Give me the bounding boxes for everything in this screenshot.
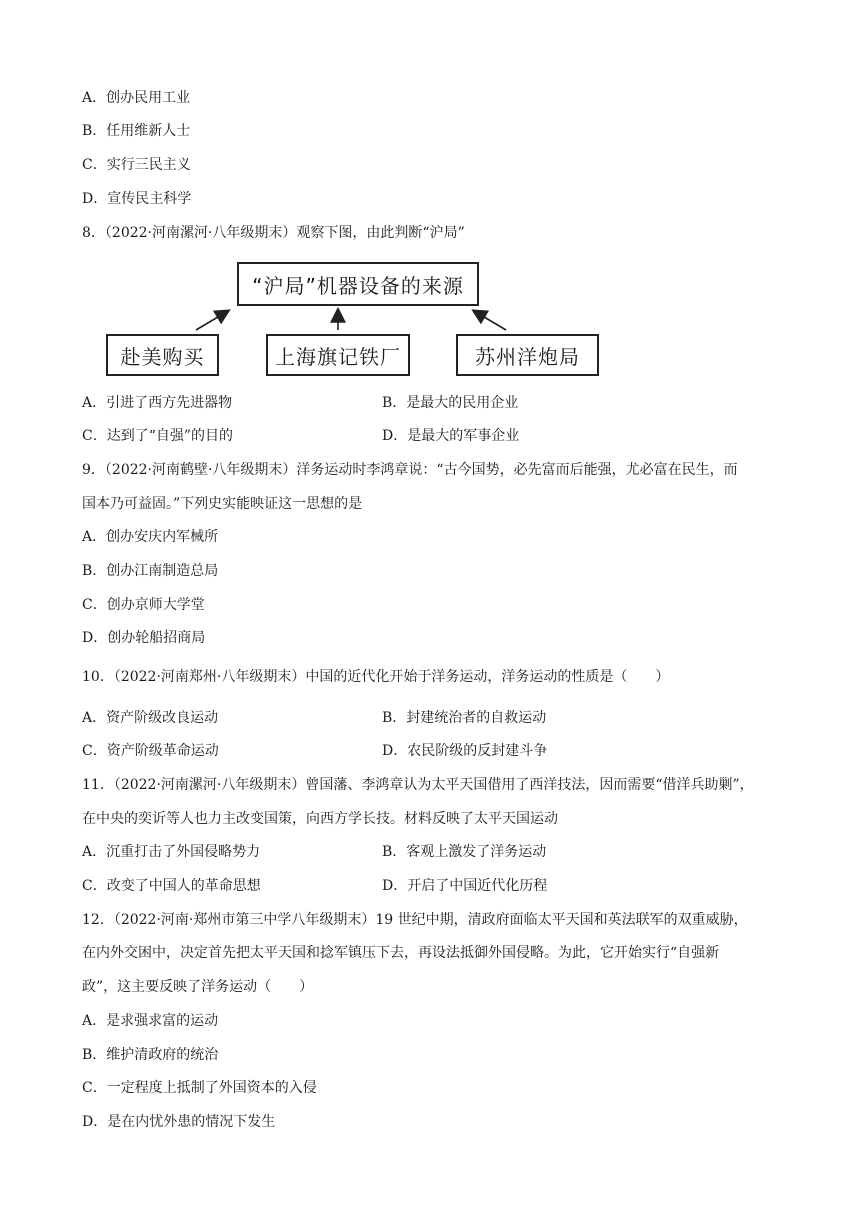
q8-option-d: D．是最大的军事企业	[382, 428, 520, 444]
q10-option-a: A．资产阶级改良运动	[82, 710, 219, 726]
q9-stem-line-2: 国本乃可益固。”下列史实能映证这一思想的是	[82, 496, 363, 512]
arrow-left	[196, 311, 228, 330]
q8-stem: 8．（2022·河南漯河·八年级期末）观察下图，由此判断“沪局”	[82, 225, 465, 241]
q10-option-b: B．封建统治者的自救运动	[382, 710, 547, 726]
q12-option-a: A．是求强求富的运动	[82, 1013, 219, 1029]
q8-option-c: C．达到了“自强”的目的	[82, 428, 234, 444]
q8-option-b: B．是最大的民用企业	[382, 395, 519, 411]
diagram-arrows	[100, 254, 620, 384]
q7-option-c: C．实行三民主义	[82, 157, 191, 173]
q7-option-a: A．创办民用工业	[82, 90, 191, 106]
q12-stem-line-3: 政”，这主要反映了洋务运动（ ）	[82, 979, 314, 995]
q7-option-d: D．宣传民主科学	[82, 191, 192, 207]
diagram-top-box: “沪局”机器设备的来源	[237, 262, 479, 306]
q9-option-c: C．创办京师大学堂	[82, 597, 205, 613]
q12-stem-line-1: 12．（2022·河南·郑州市第三中学八年级期末）19 世纪中期，清政府面临太平天国和英法联军的双重威胁，	[82, 912, 748, 928]
q9-option-a: A．创办安庆内军械所	[82, 529, 219, 545]
q11-option-a: A．沉重打击了外国侵略势力	[82, 844, 261, 860]
q10-stem: 10．（2022·河南郑州·八年级期末）中国的近代化开始于洋务运动，洋务运动的性质是（ ）	[82, 669, 670, 685]
q12-option-d: D．是在内忧外患的情况下发生	[82, 1114, 276, 1130]
q7-option-b: B．任用维新人士	[82, 123, 191, 139]
q12-stem-line-2: 在内外交困中，决定首先把太平天国和捻军镇压下去，再设法抵御外国侵略。为此，它开始实行“自强新	[82, 945, 720, 961]
diagram-box-right: 苏州洋炮局	[456, 334, 599, 376]
q10-option-d: D．农民阶级的反封建斗争	[382, 743, 548, 759]
q8-diagram	[100, 254, 620, 384]
q10-option-c: C．资产阶级革命运动	[82, 743, 219, 759]
q11-option-c: C．改变了中国人的革命思想	[82, 878, 261, 894]
diagram-box-left: 赴美购买	[106, 334, 219, 376]
q11-option-d: D．开启了中国近代化历程	[382, 878, 548, 894]
diagram-box-middle: 上海旗记铁厂	[266, 334, 410, 376]
q11-stem-line-2: 在中央的奕䜣等人也力主改变国策，向西方学长技。材料反映了太平天国运动	[82, 811, 558, 827]
q9-stem-line-1: 9．（2022·河南鹤壁·八年级期末）洋务运动时李鸿章说：“古今国势，必先富而后能强，尤必富在民生，而	[82, 462, 738, 478]
q11-option-b: B．客观上激发了洋务运动	[382, 844, 547, 860]
q9-option-b: B．创办江南制造总局	[82, 563, 219, 579]
q12-option-c: C．一定程度上抵制了外国资本的入侵	[82, 1080, 317, 1096]
arrow-right	[474, 311, 506, 330]
q12-option-b: B．维护清政府的统治	[82, 1047, 219, 1063]
q8-option-a: A．引进了西方先进器物	[82, 395, 233, 411]
q11-stem-line-1: 11．（2022·河南漯河·八年级期末）曾国藩、李鸿章认为太平天国借用了西洋技法，因而需要“借洋兵助剿”，	[82, 777, 754, 793]
q9-option-d: D．创办轮船招商局	[82, 630, 206, 646]
